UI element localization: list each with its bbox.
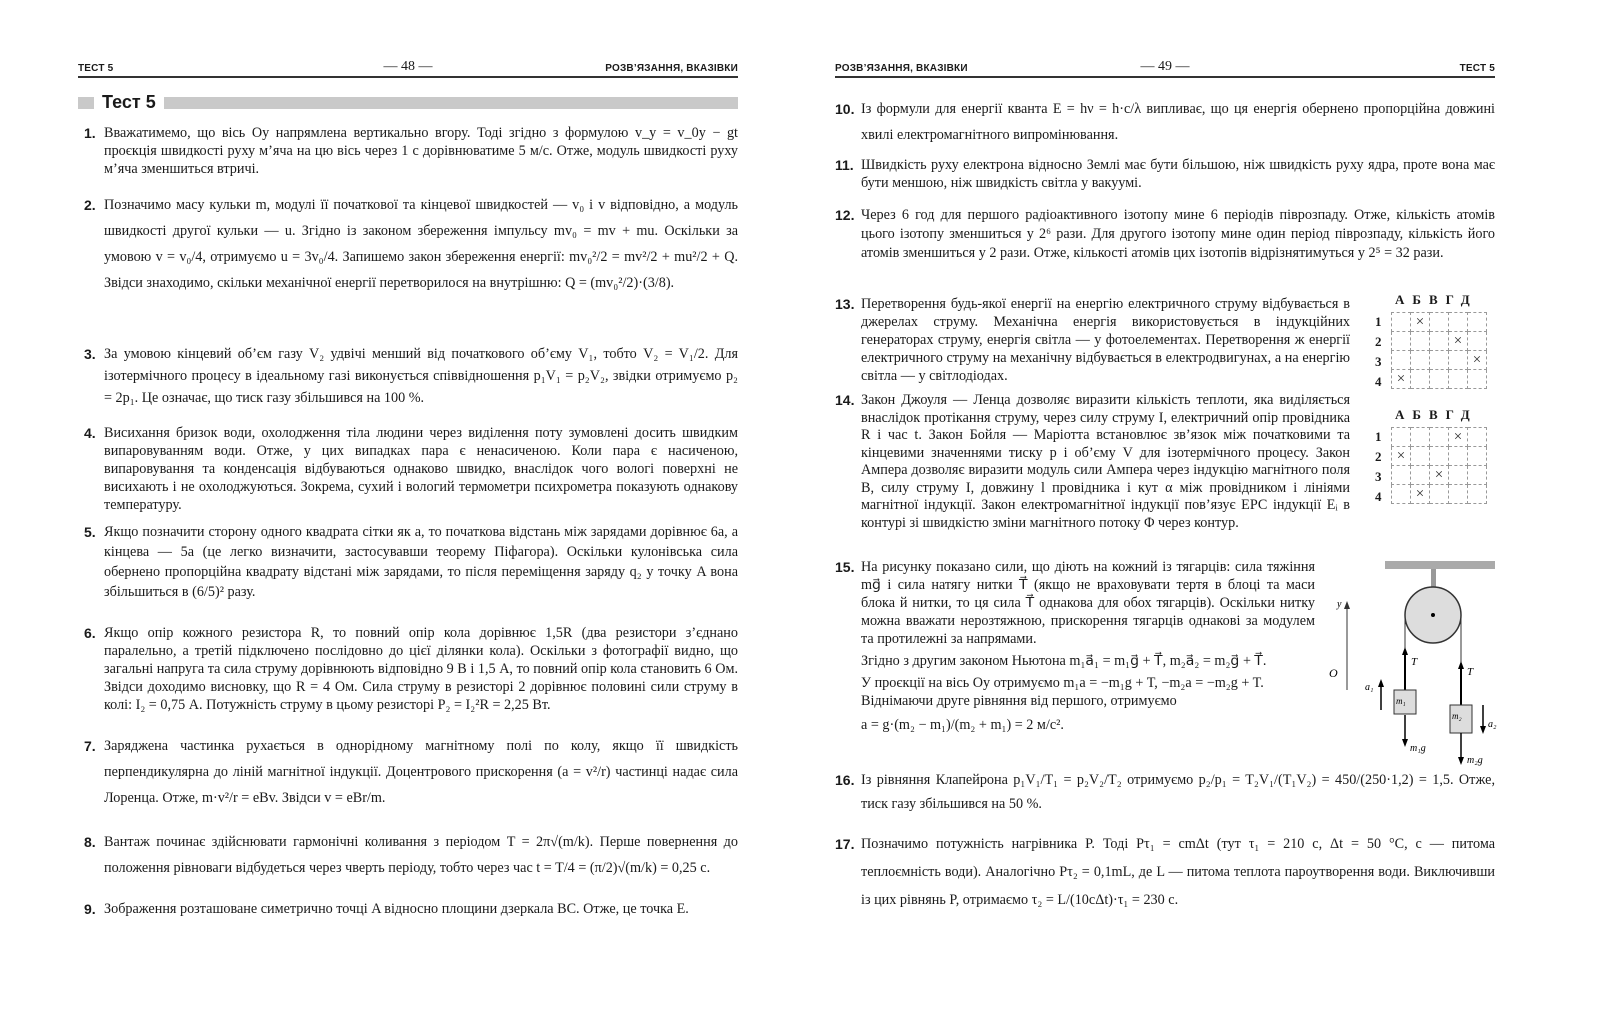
item-text: Заряджена частинка рухається в однорідному магнітному полі по колу, якщо її швидкість перпендикулярна до ліній магнітної індукції. Доцентрового прискорення (a = v²/r) частинці надає сила Лоренца. Отже, m·v²/r = eBv. Звідси v = eBr/m. [104, 738, 738, 806]
item-number: 16. [835, 772, 855, 788]
item-number: 14. [835, 392, 855, 408]
item-text: Позначимо потужність нагрівника P. Тоді Pτ₁ = cmΔt (тут τ₁ = 210 с, Δt = 50 °C, c — питома теплоємність води). Аналогічно Pτ₂ = 0,1mL, де L — питома теплота пароутворення води. Виключивши із цих рівнянь P, отримаємо τ₂ = L/(10cΔt)·τ₁ = 230 с. [861, 836, 1495, 908]
svg-text:T: T [1411, 656, 1418, 668]
item-text: Через 6 год для першого радіоактивного ізотопу мине 6 періодів піврозпаду. Отже, кількість атомів цього ізотопу зменшиться у 2⁶ рази. Для другого ізотопу мине один період піврозпаду, кількість його атомів зменшиться у 2 рази. Отже, кількості атомів цих ізотопів відрізнятимуться у 2⁵ = 32 рази. [861, 207, 1495, 261]
item-number: 17. [835, 836, 855, 852]
item-number: 1. [84, 125, 96, 141]
svg-text:a₂: a₂ [1488, 719, 1497, 730]
answer-item [78, 733, 738, 811]
page-number: — 49 — [1140, 59, 1190, 74]
item-text: Із рівняння Клапейрона p₁V₁/T₁ = p₂V₂/T₂ отримуємо p₂/p₁ = T₂V₁/(T₁V₂) = 450/(250·1,2) = 1,5. Отже, тиск газу збільшився на 50 %. [861, 772, 1495, 812]
item-text: Якщо позначити сторону одного квадрата сітки як a, то початкова відстань між зарядами дорівнює 6a, а кінцева — 5a (це легко визначити, застосувавши теорему Піфагора). Оскільки кулонівська сила обернено пропорційна квадрату відстані між зарядами, то після переміщення заряду q₂ у точку A вона збільшиться в (6/5)² разу. [104, 524, 738, 600]
item-number: 10. [835, 101, 855, 117]
answer-item [78, 343, 738, 409]
item-text: Якщо опір кожного резистора R, то повний опір кола дорівнює 1,5R (два резистори з’єднано паралельно, а третій підключено послідовно до цієї ділянки кола). Оскільки з фотографії видно, що загальні напруга та сила струму дорівнюють відповідно 9 В і 1,5 А, то повний опір кола становить 6 Ом. Звідси доходимо висновку, що R = 4 Ом. Сила струму в резисторі 2 дорівнює половині сили струму в колі: I₂ = 0,75 А. Потужність струму в цьому резисторі P₂ = I₂²R = 2,25 Вт. [104, 625, 738, 713]
svg-text:O: O [1329, 666, 1338, 680]
item-number: 15. [835, 559, 855, 575]
item-number: 3. [84, 346, 96, 362]
answer-item [78, 900, 738, 918]
item-number: 7. [84, 738, 96, 754]
item-text: Вважатимемо, що вісь Oy напрямлена вертикально вгору. Тоді згідно з формулою v_y = v_0y − gt проєкція швидкості руху м’яча на цю вісь через 1 с дорівнюватиме 5 м/с. Отже, модуль швидкості руху м’яча зменшиться втричі. [104, 125, 738, 177]
answer-grid: × × × × [1391, 427, 1487, 504]
item-number: 2. [84, 197, 96, 213]
answer-item [835, 96, 1495, 148]
item-text: Вантаж починає здійснювати гармонічні коливання з періодом T = 2π√(m/k). Перше повернення до положення рівноваги відбудеться через чверть періоду, тобто через час t = T/4 = (π/2)√(m/k) = 0,25 с. [104, 834, 738, 876]
item-number: 12. [835, 207, 855, 223]
answer-item [835, 156, 1495, 192]
answer-item [78, 424, 738, 514]
table-row-labels: 1 2 3 4 [1375, 429, 1382, 504]
header-right: ТЕСТ 5 [1459, 63, 1495, 74]
answer-item [78, 522, 738, 602]
svg-text:a₁: a₁ [1365, 682, 1374, 693]
svg-text:T: T [1467, 666, 1474, 678]
answer-item [78, 829, 738, 881]
answer-item [835, 768, 1495, 816]
item-text: На рисунку показано сили, що діють на кожний із тягарців: сила тяжіння mg⃗ і сила натягу нитки T⃗ (якщо не враховувати тертя в блоці та маси блока й нитки, то ця сила T⃗ однакова для обох тягарців). Оскільки нитку можна вважати нерозтяжною, прискорення тягарців однакові за модулем та протилежні за напрямами. [861, 559, 1315, 647]
answer-table-13 [1375, 292, 1495, 402]
svg-text:y: y [1337, 599, 1342, 610]
item-text: Перетворення будь-якої енергії на енергію електричного струму відбувається в джерелах струму. Механічна енергія використовується в індукційних генераторах струму, енергія світла — у фотоелементах. Перетворення ж енергії електричного струму на механічну відбувається в електродвигунах, а на енергію світла — у світлодіодах. [861, 296, 1350, 384]
item-text: Згідно з другим законом Ньютона m₁a⃗₁ = m₁g⃗ + T⃗, m₂a⃗₂ = m₂g⃗ + T⃗. [861, 653, 1267, 669]
item-number: 4. [84, 425, 96, 441]
item-text: Віднімаючи друге рівняння від першого, отримуємо [861, 693, 1177, 709]
answer-table-14 [1375, 407, 1495, 517]
answer-item [78, 192, 738, 296]
item-text: Зображення розташоване симетрично точці A відносно площини дзеркала BC. Отже, це точка E. [104, 901, 689, 917]
table-column-headers: АБВГД [1395, 407, 1478, 422]
item-text: Позначимо масу кульки m, модулі її початкової та кінцевої швидкостей — v₀ і v відповідно, а модуль швидкості другої кульки — u. Згідно із законом збереження імпульсу mv₀ = mv + mu. Оскільки за умовою v = v₀/4, отримуємо u = 3v₀/4. Запишемо закон збереження енергії: mv₀²/2 = mv²/2 + mu²/2 + Q. Звідси знаходимо, скільки механічної енергії перетворилося на внутрішню: Q = (mv₀²/2)·(3/8). [104, 197, 738, 291]
header-left: РОЗВ’ЯЗАННЯ, ВКАЗІВКИ [835, 63, 968, 74]
answer-item [835, 295, 1350, 385]
item-number: 9. [84, 901, 96, 917]
item-text: У проєкції на вісь Oy отримуємо m₁a = −m₁g + T, −m₂a = −m₂g + T. [861, 675, 1264, 691]
answer-item [835, 392, 1350, 532]
section-heading [78, 93, 738, 113]
svg-text:m₂: m₂ [1452, 711, 1462, 721]
svg-text:m₁: m₁ [1396, 696, 1406, 706]
item-text: a = g·(m₂ − m₁)/(m₂ + m₁) = 2 м/с². [861, 717, 1064, 733]
running-header [835, 60, 1495, 78]
section-bar [164, 97, 738, 109]
item-number: 5. [84, 524, 96, 540]
item-text: Швидкість руху електрона відносно Землі має бути більшою, ніж швидкість руху ядра, проте вона має бути меншою, ніж швидкість світла у вакуумі. [861, 157, 1495, 191]
item-number: 6. [84, 625, 96, 641]
item-text: Висихання бризок води, охолодження тіла людини через виділення поту зумовлені досить швидким випаровуванням води. Отже, у цих випадках пара є ненасиченою. Коли пара є насиченою, випаровування та конденсація відбуваються однаково швидко, внаслідок чого вологі поверхні не висихають і не охолоджуються. Зокрема, сухий і вологий термометри психрометра показують однакову температуру. [104, 425, 738, 513]
item-number: 13. [835, 296, 855, 312]
page-number: — 48 — [383, 59, 433, 74]
table-column-headers: АБВГД [1395, 292, 1478, 307]
header-left: ТЕСТ 5 [78, 63, 114, 74]
answer-grid: × × × × [1391, 312, 1487, 389]
svg-text:m₂g: m₂g [1467, 755, 1483, 766]
item-text: За умовою кінцевий об’єм газу V₂ удвічі менший від початкового об’єму V₁, тобто V₂ = V₁/2. Для ізотермічного процесу в ідеальному газі виконується співвідношення p₁V₁ = p₂V₂, звідки отримуємо p₂ = 2p₁. Це означає, що тиск газу збільшився на 100 %. [104, 346, 738, 406]
item-text: Закон Джоуля — Ленца дозволяє виразити кількість теплоти, яка виділяється внаслідок протікання струму, через силу струму I, електричний опір провідника R і час t. Закон Бойля — Маріотта встановлює зв’язок між початковими та кінцевими значеннями тиску p і об’єму V для ізотермічного процесу. Закон Ампера дозволяє виразити модуль сили Ампера через індукцію магнітного поля B, силу струму I, довжину l провідника і кут α між провідником і лініями магнітної індукції. Закон електромагнітної індукції пов’язує ЕРС індукції Eᵢ в контурі зі швидкістю зміни магнітного потоку Φ через контур. [861, 392, 1350, 531]
item-text: Із формули для енергії кванта E = hν = h·c/λ випливає, що ця енергія обернено пропорційна довжині хвилі електромагнітного випромінювання. [861, 101, 1495, 143]
answer-item [78, 624, 738, 714]
section-marker [78, 97, 94, 109]
item-number: 8. [84, 834, 96, 850]
answer-item [835, 558, 1315, 734]
answer-item [835, 830, 1495, 914]
answer-item [835, 206, 1495, 263]
section-title: Тест 5 [102, 92, 156, 112]
running-header [78, 60, 738, 78]
answer-item [78, 124, 738, 178]
item-number: 11. [835, 157, 854, 173]
header-right: РОЗВ’ЯЗАННЯ, ВКАЗІВКИ [605, 63, 738, 74]
table-row-labels: 1 2 3 4 [1375, 314, 1382, 389]
pulley-diagram [1325, 555, 1505, 770]
svg-text:m₁g: m₁g [1410, 743, 1426, 754]
